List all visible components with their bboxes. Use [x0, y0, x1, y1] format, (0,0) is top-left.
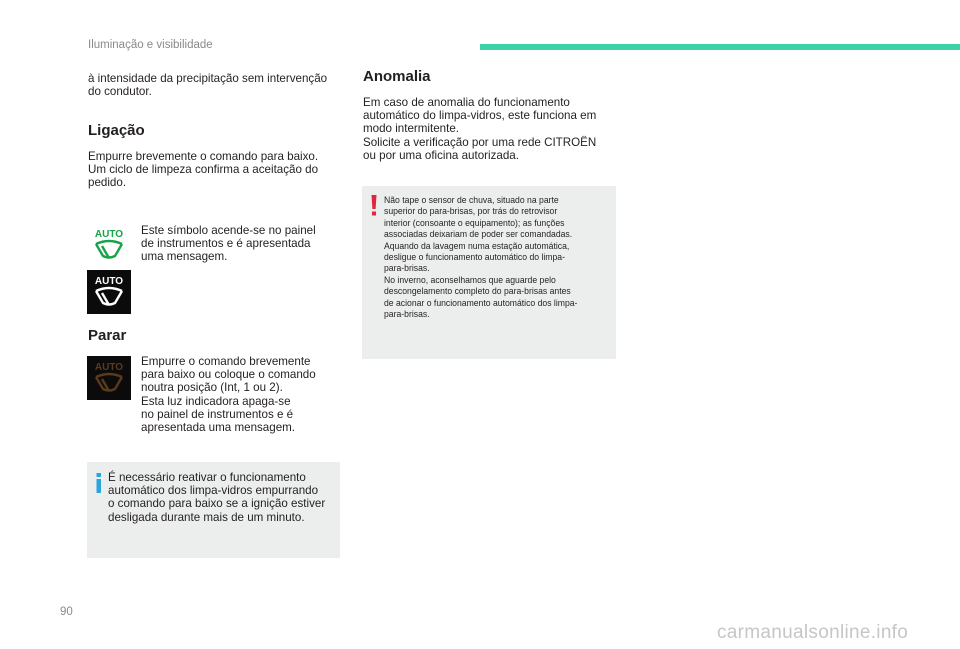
- auto-symbol-text: [141, 224, 316, 264]
- warning-note-line: associadas deixariam de poder ser comandadas.: [384, 229, 573, 241]
- auto-wiper-icon: [87, 270, 131, 314]
- auto-wiper-icon-dark: [87, 270, 131, 314]
- intro-line: do condutor.: [88, 85, 152, 99]
- auto-symbol-line: Este símbolo acende-se no painel: [141, 224, 316, 237]
- auto-wiper-icon: [87, 224, 131, 268]
- warning-note-line: para-brisas.: [384, 263, 430, 275]
- page-number: 90: [60, 606, 73, 618]
- ligacao-line: Empurre brevemente o comando para baixo.: [88, 150, 319, 163]
- watermark: carmanualsonline.info: [717, 622, 909, 643]
- info-note-text: [108, 471, 325, 524]
- warning-note-line: interior (consoante o equipamento); as funções: [384, 217, 565, 229]
- exclamation-icon: [370, 195, 378, 217]
- warning-note-line: para-brisas.: [384, 309, 430, 321]
- info-note-line: automático dos limpa-vidros empurrando: [108, 484, 319, 498]
- anomalia-heading: Anomalia: [363, 68, 431, 85]
- anomalia-line: Em caso de anomalia do funcionamento: [363, 96, 570, 109]
- auto-label: AUTO: [94, 362, 124, 373]
- anomalia-line: ou por uma oficina autorizada.: [363, 148, 519, 162]
- auto-wiper-off-icon: [87, 356, 131, 400]
- auto-label: AUTO: [94, 276, 124, 287]
- warning-note-paragraph: [384, 195, 609, 320]
- ligacao-line: pedido.: [88, 176, 127, 190]
- auto-symbol-line: uma mensagem.: [141, 250, 228, 264]
- intro-text: [88, 72, 327, 98]
- parar-line: apresentada uma mensagem.: [141, 421, 296, 435]
- parar-line: no painel de instrumentos e é: [141, 407, 294, 421]
- info-note-line: É necessário reativar o funcionamento: [108, 471, 306, 484]
- warning-note-line: de acionar o funcionamento automático dos limpa-: [384, 297, 578, 309]
- warning-note: [362, 186, 616, 359]
- ligacao-heading: Ligação: [88, 122, 145, 139]
- warning-note-line: superior do para-brisas, por trás do retrovisor: [384, 206, 558, 218]
- header-accent-bar: [480, 44, 960, 50]
- info-note-line: desligada durante mais de um minuto.: [108, 510, 305, 524]
- warning-note-line: descongelamento completo do para-brisas antes: [384, 286, 571, 298]
- parar-line: para baixo ou coloque o comando: [141, 368, 316, 382]
- ligacao-line: Um ciclo de limpeza confirma a aceitação do: [88, 163, 319, 177]
- auto-wiper-icon-light: [87, 224, 131, 268]
- parar-heading: Parar: [88, 327, 127, 344]
- anomalia-line: Solicite a verificação por uma rede CITROËN: [363, 135, 597, 149]
- info-note: [87, 462, 340, 558]
- auto-wiper-icon-off: [87, 356, 131, 400]
- warning-note-line: Aquando da lavagem numa estação automática,: [384, 240, 570, 252]
- auto-symbol-line: de instrumentos e é apresentada: [141, 237, 311, 251]
- parar-line: Empurre o comando brevemente: [141, 355, 311, 368]
- auto-label: AUTO: [94, 229, 124, 240]
- intro-line: à intensidade da precipitação sem intervenção: [88, 72, 328, 85]
- warning-note-line: desligue o funcionamento automático do limpa-: [384, 252, 565, 264]
- warning-note-line: Não tape o sensor de chuva, situado na parte: [384, 195, 559, 206]
- warning-note-line: No inverno, aconselhamos que aguarde pelo: [384, 274, 556, 286]
- warning-note-text: [384, 195, 634, 320]
- ligacao-text: [88, 150, 318, 190]
- parar-line: Esta luz indicadora apaga-se: [141, 394, 291, 408]
- anomalia-line: automático do limpa-vidros, este funciona em: [363, 109, 597, 123]
- info-icon: [95, 473, 103, 493]
- anomalia-line: modo intermitente.: [363, 122, 460, 136]
- section-title: Iluminação e visibilidade: [88, 39, 213, 51]
- parar-text: [141, 355, 316, 434]
- info-note-line: o comando para baixo se a ignição estiver: [108, 497, 326, 511]
- parar-line: noutra posição (Int, 1 ou 2).: [141, 381, 283, 395]
- anomalia-text: [363, 96, 596, 162]
